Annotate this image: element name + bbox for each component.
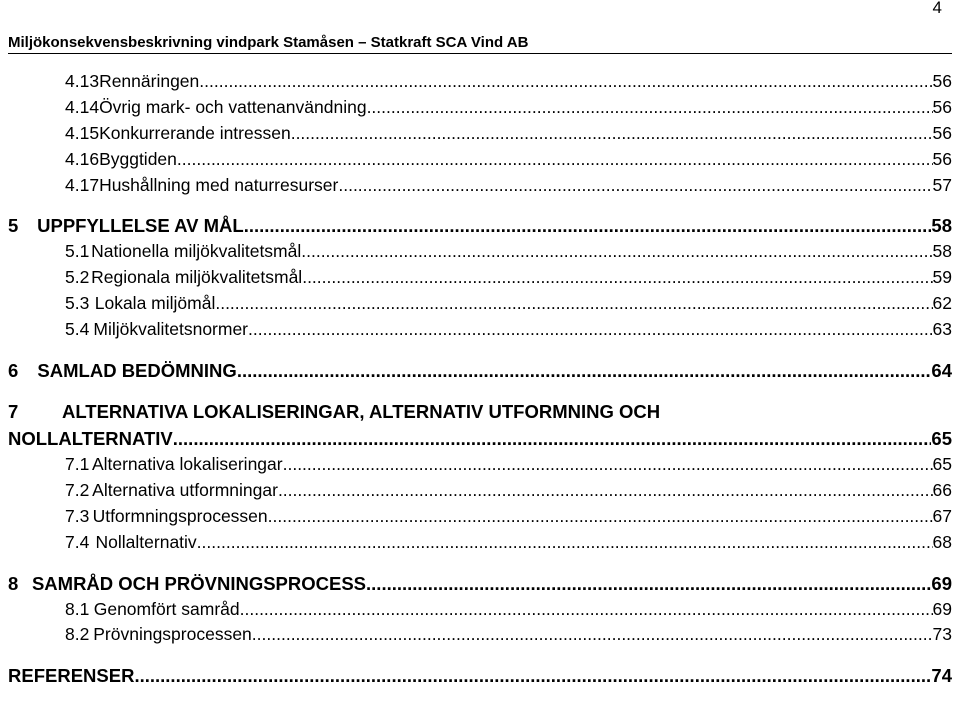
toc-section-5[interactable]: 5 UPPFYLLELSE AV MÅL ..... 58 (0, 212, 960, 239)
toc-entry-5-4[interactable]: 5.4 Miljökvalitetsnormer ..... 63 (0, 317, 960, 343)
toc-entry-4-16[interactable]: 4.16 Byggtiden ..... 56 (0, 147, 960, 173)
toc-entry-4-17[interactable]: 4.17 Hushållning med naturresurser ..... 57 (0, 173, 960, 199)
toc-entry-5-3[interactable]: 5.3 Lokala miljömål ..... 62 (0, 291, 960, 317)
toc-entry-7-3[interactable]: 7.3 Utformningsprocessen ..... 67 (0, 504, 960, 530)
toc-entry-4-15[interactable]: 4.15 Konkurrerande intressen ..... 56 (0, 121, 960, 147)
toc-entry-7-4[interactable]: 7.4 Nollalternativ ..... 68 (0, 530, 960, 556)
running-header: Miljökonsekvensbeskrivning vindpark Stamåsen – Statkraft SCA Vind AB (8, 34, 529, 51)
toc-section-8[interactable]: 8 SAMRÅD OCH PRÖVNINGSPROCESS ..... 69 (0, 570, 960, 597)
page-number: 4 (932, 0, 942, 17)
toc-entry-4-14[interactable]: 4.14 Övrig mark- och vattenanvändning ..... 56 (0, 95, 960, 121)
toc-entry-8-2[interactable]: 8.2 Prövningsprocessen ..... 73 (0, 622, 960, 648)
toc-entry-7-1[interactable]: 7.1 Alternativa lokaliseringar ..... 65 (0, 452, 960, 478)
toc-section-6[interactable]: 6 SAMLAD BEDÖMNING ..... 64 (0, 357, 960, 384)
toc-entry-5-1[interactable]: 5.1 Nationella miljökvalitetsmål ..... 58 (0, 239, 960, 265)
toc-entry-4-13[interactable]: 4.13 Rennäringen ..... 56 (0, 69, 960, 95)
toc-section-7-line2[interactable]: NOLLALTERNATIV ..... 65 (0, 425, 960, 452)
toc-entry-8-1[interactable]: 8.1 Genomfört samråd ..... 69 (0, 597, 960, 623)
toc-references[interactable]: REFERENSER ..... 74 (0, 662, 960, 689)
toc-entry-5-2[interactable]: 5.2 Regionala miljökvalitetsmål ..... 59 (0, 265, 960, 291)
toc-section-7-line1[interactable]: 7 ALTERNATIVA LOKALISERINGAR, ALTERNATIV UTFORMNING OCH (8, 401, 661, 423)
table-of-contents (0, 69, 960, 689)
header-rule (8, 53, 952, 54)
toc-entry-7-2[interactable]: 7.2 Alternativa utformningar ..... 66 (0, 478, 960, 504)
